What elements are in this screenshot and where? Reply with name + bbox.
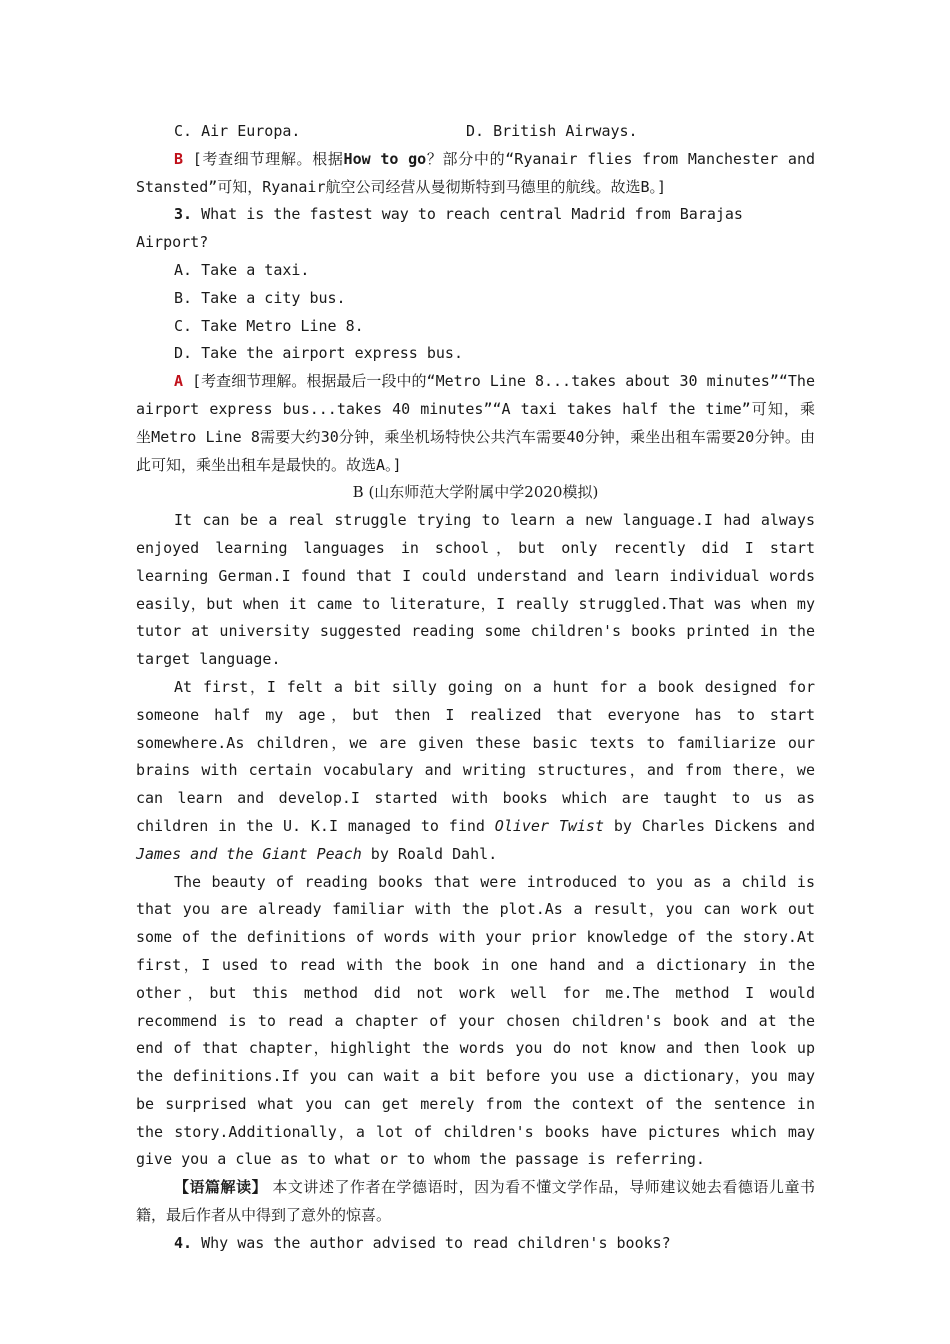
passage-paragraph-3: The beauty of reading books that were introduced to you as a child is that you are already familiar with the plot.As a result，you can work out some of the definitions of words with your prior knowledge of the story.At first，I used to read with the book in one hand and a dictionary in the other，but this method did not work well for me.The method I would recommend is to read a chapter of your chosen children's book and at the end of that chapter，highlight the words you do not know and then look up the definitions.If you can wait a bit before you use a dictionary，you may be surprised what you can get merely from the context of the sentence in the story.Additionally，a lot of children's books have pictures which may give you a clue as to what or to whom the passage is referring. — [136, 872, 815, 1169]
q3-option-a: A. Take a taxi. — [174, 260, 310, 279]
para2-part-c: by Roald Dahl. — [361, 844, 498, 863]
para2-part-b: by Charles Dickens and — [604, 816, 816, 835]
book-title-2: James and the Giant Peach — [136, 844, 362, 863]
q2-expl-part2: ？部分中的“Ryanair flies from Manchester and Stansted”可知，Ryanair航空公司经营从曼彻斯特到马德里的航线。故选B。] — [136, 149, 816, 196]
document-page — [136, 118, 815, 1258]
book-title-1: Oliver Twist — [494, 816, 604, 835]
q2-answer: B — [174, 149, 184, 168]
q3-option-b: B. Take a city bus. — [174, 288, 346, 307]
q3-explanation-text: [考查细节理解。根据最后一段中的“Metro Line 8...takes about 30 minutes”“The airport express bus...takes 40 minutes”“A taxi takes half the time”可知，乘坐Metro Line 8需要大约30分钟，乘坐机场特快公共汽车需要40分钟，乘坐出租车需要20分钟。由此可知，乘坐出租车是最快的。故选A。] — [136, 372, 815, 474]
q4-number: 4. — [174, 1233, 193, 1252]
analysis-text: 本文讲述了作者在学德语时，因为看不懂文学作品，导师建议她去看德语儿童书籍，最后作者从中得到了意外的惊喜。 — [136, 1178, 815, 1225]
section-b-heading: B (山东师范大学附属中学2020模拟) — [352, 483, 599, 502]
q3-option-d: D. Take the airport express bus. — [174, 344, 463, 363]
para2-part-a: At first，I felt a bit silly going on a hunt for a book designed for someone half my age，but then I realized that everyone has to start somewhere.As children，we are given these basic texts to familiarize our brains with certain vocabulary and writing structures，and from there，we can learn and develop.I started with books which are taught to us as children in the U. K.I managed to find — [136, 677, 815, 835]
analysis-label: 【语篇解读】 — [174, 1178, 268, 1197]
q2-option-d: D. British Airways. — [466, 122, 638, 140]
q4-question — [136, 1230, 815, 1258]
passage-paragraph-1: It can be a real struggle trying to learn a new language.I had always enjoyed learning languages in school，but only recently did I start learning German.I found that I could understand and learn individual words easily，but when it came to literature，I really struggled.That was when my tutor at university suggested reading some children's books printed in the target language. — [136, 511, 815, 669]
passage-analysis — [136, 1174, 815, 1230]
q3-question — [136, 201, 815, 257]
q2-expl-bold: How to go — [343, 149, 427, 168]
q3-number: 3. — [174, 205, 193, 224]
q3-option-c: C. Take Metro Line 8. — [174, 316, 364, 335]
q3-explanation — [136, 368, 815, 479]
q2-option-c: C. Air Europa. — [174, 122, 301, 140]
q2-explanation — [136, 146, 815, 202]
passage-paragraph-2 — [136, 674, 815, 869]
q3-answer: A — [174, 372, 184, 391]
q4-question-text: Why was the author advised to read children's books? — [192, 1233, 671, 1252]
q3-question-text: What is the fastest way to reach central Madrid from Barajas Airport? — [136, 205, 743, 252]
q2-expl-part1: [考查细节理解。根据 — [183, 149, 344, 168]
q2-options-row — [136, 118, 815, 146]
